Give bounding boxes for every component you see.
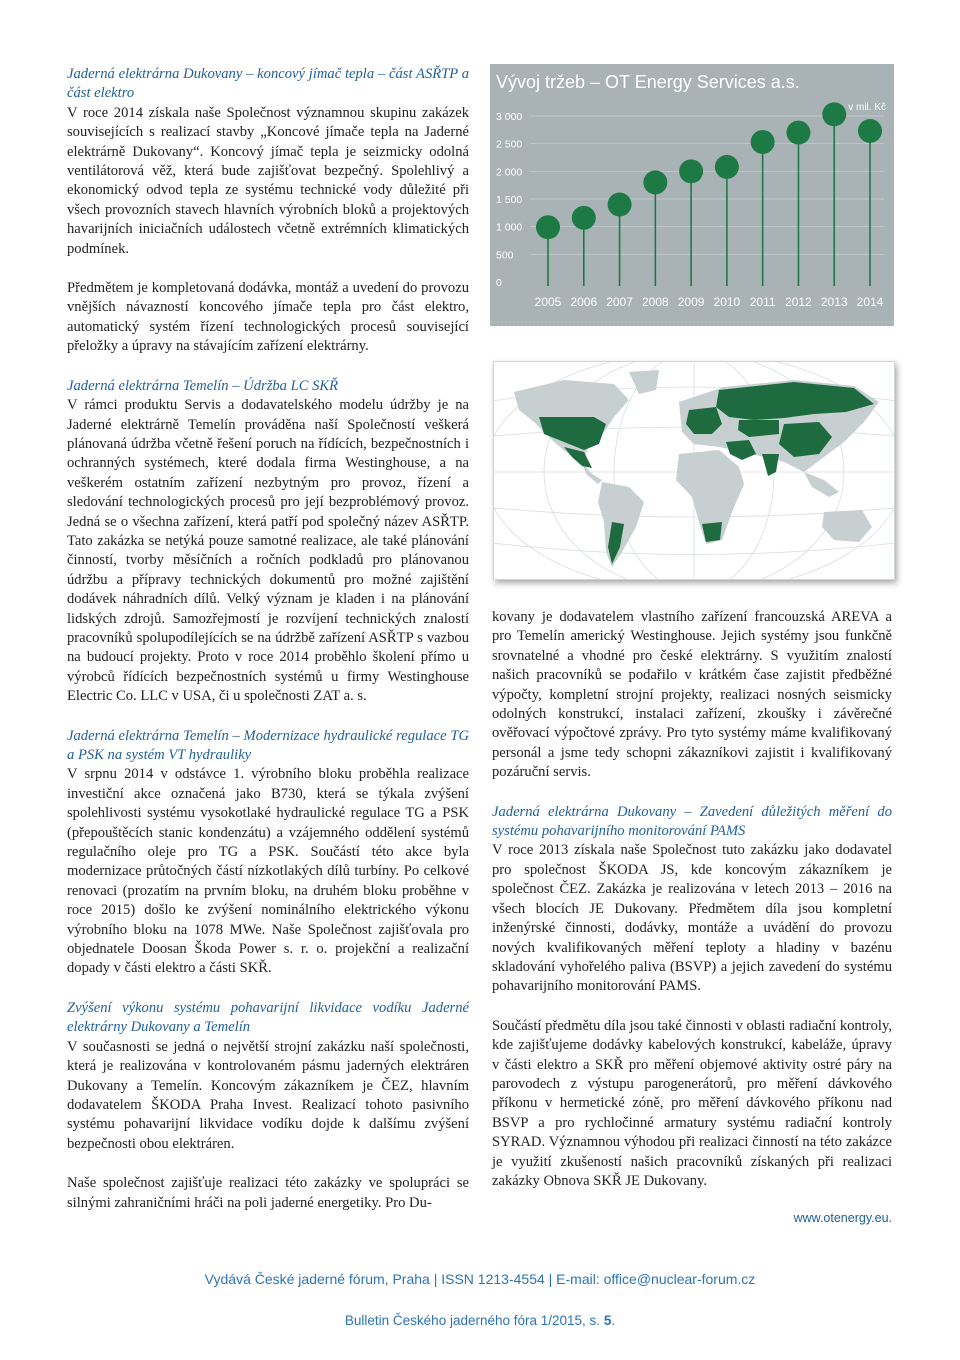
body-temelin-hydraulics: V srpnu 2014 v odstávce 1. výrobního bloku proběhla realizace investiční akce označená jako B730, která se týkala zvýšení spolehlivosti systému vysokotlaké hydraulické regulace TG a PSK (přepouštěcích stanic kondenzátu) a vzájemného oddělení systémů regulačního oleje pro TG a PSK. Součástí této akce byla modernizace průtočných částí nízkotlakých dílů turbíny. Po celkové renovaci (prozatím na prvním bloku, na druhém bloku proběhne v roce 2015) došlo ke zvýšení nominálního elektrického výkonu výrobního bloku na 1078 MWe. Naše Společnost zajišťovala pro objednatele Doosan Škoda Power s. r. o. projekční a realizační dopady v části elektro a části SKŘ. bbox=[67, 766, 469, 977]
paragraph-partners: Naše společnost zajišťuje realizaci této zakázky ve spolupráci se silnými zahraničními hráči na poli jaderné energetiky. Pro Du- bbox=[67, 1175, 469, 1211]
body-temelin-maintenance: V rámci produktu Servis a dodavatelského modelu údržby je na Jaderné elektrárně Temelín prováděna naší Společností veškerá plánovaná údržba včetně řešení poruch na řídících, bezpečnostních i ochranných systémech, které dodala firma Westinghouse, a na veškerém ostatním zařízení nezbytným pro provoz, řízení a sledování technologických procesů pro její bezproblémový provoz. Jedná se o všechna zařízení, která patří pod společný název ASŘTP. Tato zakázka se netýká pouze samotné realizace, ale také plánování činností, tvorby měsíčních a ročních podkladů pro plánovanou údržbu a přípravy technických dokumentů pro možné zajištění dodávek náhradních dílů. Velký význam je kladen i na plánování lidských zdrojů. Samozřejmostí je rozvíjení technických znalostí pracovníků spolupodílejících se na údržbě zařízení ASŘTP s vazbou na budoucí projekty. Proto v roce 2014 proběhlo školení přímo u výrobců řídících bezpečnostních systémů u firmy Westinghouse Electric Co. LLC v USA, či u společnosti ZAT a. s. bbox=[67, 397, 469, 705]
map-hl-india bbox=[762, 454, 779, 476]
y-tick-label: 2 500 bbox=[496, 138, 523, 151]
data-point bbox=[536, 215, 560, 239]
map-australia bbox=[822, 510, 872, 542]
article-hydrogen-removal bbox=[67, 999, 469, 1154]
publisher-footer: Vydává České jaderné fórum, Praha | ISSN 1213-4554 | E-mail: office@nuclear-forum.cz bbox=[204, 1271, 756, 1287]
x-tick-label: 2010 bbox=[713, 295, 741, 309]
data-point bbox=[679, 159, 703, 183]
world-map bbox=[493, 361, 895, 580]
right-column bbox=[492, 608, 892, 1211]
x-tick-label: 2008 bbox=[641, 295, 669, 309]
x-tick-label: 2006 bbox=[570, 295, 598, 309]
bulletin-text: Bulletin Českého jaderného fóra 1/2015, s. bbox=[344, 1313, 604, 1328]
y-tick-label: 1 000 bbox=[496, 221, 523, 234]
x-tick-label: 2009 bbox=[677, 295, 705, 309]
paragraph-radiation-control: Součástí předmětu díla jsou také činnosti v oblasti radiační kontroly, kde zajišťujeme dodávky kabelových konstrukcí, kabeláže, úpravy v části elektro a SKŘ pro měření objemové aktivity ostré páry na parovodech z výstupu parogenerátorů, pro měření dávkového příkonu v hermetické zóně, pro měření dávkového příkonu nad BSVP a pro rychločinné armatury systému radiační kontroly SYRAD. Významnou výhodou při realizaci činností na této zakázce je využití zkušeností našich pracovníků získaných při realizaci zakázky Obnova SKŘ JE Dukovany. bbox=[492, 1017, 892, 1189]
paragraph-delivery-scope: Předmětem je kompletovaná dodávka, montáž a uvedení do provozu vnějších návazností koncového jímače tepla pro část elektro, automatický systém řízení technologických procesů související přeložky a úpravy na stávajícím zařízení elektrárny. bbox=[67, 280, 469, 355]
revenue-chart bbox=[490, 64, 894, 326]
map-southeast-asia bbox=[804, 472, 839, 497]
chart-unit-label: v mil. Kč bbox=[848, 102, 886, 113]
heading-dukovany-pams: Jaderná elektrárna Dukovany – Zavedení důležitých měření do systému pohavarijního monitorování PAMS bbox=[492, 803, 892, 840]
article-temelin-maintenance bbox=[67, 377, 469, 707]
x-tick-label: 2013 bbox=[820, 295, 848, 309]
x-tick-label: 2012 bbox=[785, 295, 812, 309]
heading-temelin-maintenance: Jaderná elektrárna Temelín – Údržba LC SKŘ bbox=[67, 377, 339, 394]
bulletin-footer bbox=[0, 1313, 960, 1328]
map-greenland bbox=[629, 370, 659, 394]
article-temelin-hydraulics bbox=[67, 727, 469, 979]
data-point bbox=[643, 170, 667, 194]
data-point bbox=[822, 102, 846, 126]
heading-hydrogen-removal: Zvýšení výkonu systému pohavarijní likvidace vodíku Jaderné elektrárny Dukovany a Temelín bbox=[67, 999, 469, 1036]
y-tick-label: 3 000 bbox=[496, 111, 523, 123]
chart-dotted-rule bbox=[490, 321, 894, 323]
y-tick-label: 1 500 bbox=[496, 194, 523, 206]
x-tick-label: 2007 bbox=[606, 295, 633, 309]
world-map-svg bbox=[494, 362, 894, 579]
data-point bbox=[608, 193, 632, 217]
revenue-chart-svg bbox=[490, 64, 894, 326]
body-hydrogen-removal: V současnosti se jedná o největší strojní zakázku naší společnosti, která je realizována v kontrolovaném pásmu jaderných elektráren Dukovany a Temelín. Koncovým zákazníkem je ČEZ, hlavním dodavatelem ŠKODA Praha Invest. Realizací tohoto pasivního systému pohavarijní likvidace vodíku dojde k dalšímu zvýšení bezpečnosti obou elektráren. bbox=[67, 1038, 469, 1152]
body-dukovany-pams: V roce 2013 získala naše Společnost tuto zakázku jako dodavatel pro společnost ŠKODA JS, kde koncovým zákazníkem je společnost ČEZ. Zakázka je realizována v letech 2013 – 2016 na všech blocích JE Dukovany. Předmětem díla jsou kompletní inženýrské činnosti, dodávky, montáže a uvádění do provozu nových kvalifikovaných měření teploty a hladiny v bazénu skladování vyhořelého paliva (BSVP) a jejich zavedení do systému pohavarijního monitorování PAMS. bbox=[492, 842, 892, 995]
data-point bbox=[786, 121, 810, 145]
body-dukovany-heat-sink: V roce 2014 získala naše Společnost významnou skupinu zakázek souvisejících s realizací stavby „Koncové jímače tepla na Jaderné elektrárně Dukovany“. Koncový jímač tepla je seizmicky odolná ventilátorová věž, která bude zajišťovat bezpečný. Spolehlivý a ekonomický odvod tepla ze systému technické vody důležité při všech provozních stavech hlavních výrobních bloků a projektových havarijních iniciačních událostech včetně extrémních klimatických podmínek. bbox=[67, 104, 469, 257]
x-tick-label: 2005 bbox=[534, 295, 562, 309]
map-hl-usa bbox=[539, 417, 606, 450]
data-point bbox=[858, 119, 882, 143]
page-suffix: . bbox=[611, 1313, 616, 1328]
chart-title: Vývoj tržeb – OT Energy Services a.s. bbox=[496, 72, 800, 92]
heading-dukovany-heat-sink: Jaderná elektrárna Dukovany – koncový jímač tepla – část ASŘTP a část elektro bbox=[67, 66, 469, 102]
data-point bbox=[715, 155, 739, 179]
left-column bbox=[67, 65, 469, 1233]
data-point bbox=[751, 130, 775, 154]
article-dukovany-heat-sink bbox=[67, 65, 469, 259]
data-point bbox=[572, 206, 596, 230]
x-tick-label: 2014 bbox=[856, 295, 884, 309]
heading-temelin-hydraulics: Jaderná elektrárna Temelín – Modernizace hydraulické regulace TG a PSK na systém VT hydrauliky bbox=[67, 727, 469, 763]
paragraph-suppliers: kovany je dodavatelem vlastního zařízení francouzská AREVA a pro Temelín americký Westinghouse. Jejich systémy jsou funkčně srovnatelné a vhodné pro české elektrárny. S využitím znalostí našich pracovníků se podařilo v krátkém čase zajistit předběžné výpočty, kompletní strojní projekty, realizaci nosných seismicky odolných konstrukcí, instalaci zařízení, zkoušky i závěrečné ověřovací výpočtové zprávy. Pro tyto systémy máme kvalifikovaný personál a jsme tedy schopni zákazníkovi zajistit i kvalifikovaný pozáruční servis. bbox=[492, 609, 892, 781]
y-tick-label: 0 bbox=[496, 277, 502, 289]
y-tick-label: 500 bbox=[496, 249, 514, 262]
website-link[interactable]: www.otenergy.eu. bbox=[793, 1211, 892, 1225]
y-tick-label: 2 000 bbox=[496, 166, 523, 179]
x-tick-label: 2011 bbox=[749, 295, 776, 309]
page-number: 5 bbox=[603, 1313, 612, 1328]
article-dukovany-pams bbox=[492, 803, 892, 997]
